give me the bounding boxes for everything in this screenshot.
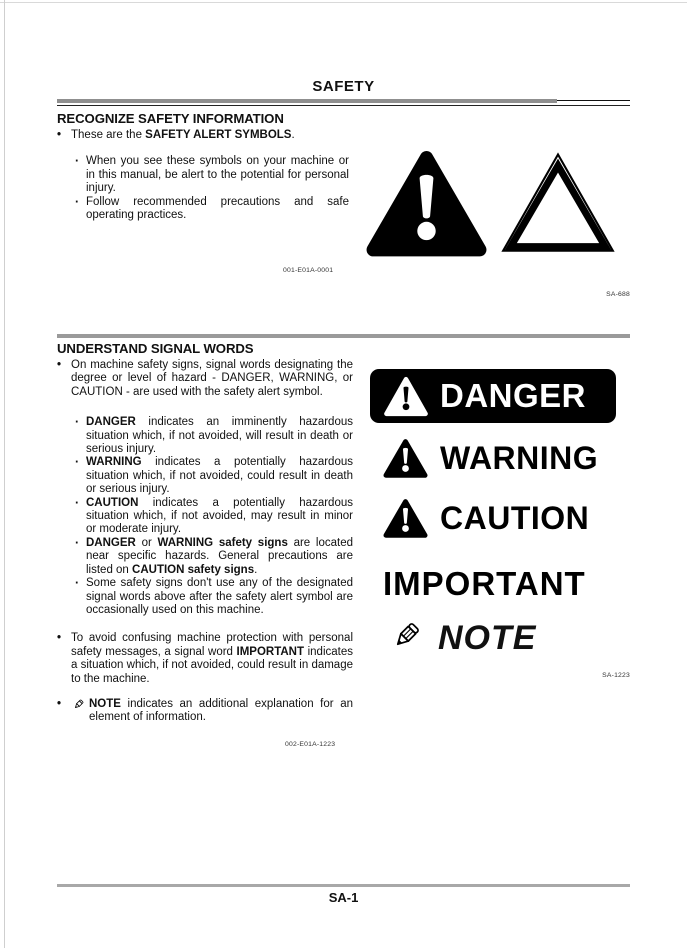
scan-artifact-top-line xyxy=(0,2,687,3)
list-item-text: WARNING indicates a potentially hazardous situation which, if not avoided, could result in death or serious injury. xyxy=(86,456,353,496)
caution-sign xyxy=(383,498,589,538)
list-item xyxy=(75,577,353,617)
danger-triangle-icon xyxy=(383,376,429,417)
warning-sign xyxy=(383,438,598,478)
header-rule-thin xyxy=(57,105,630,106)
scan-artifact-left-line xyxy=(4,0,5,948)
figure-code: 001-E01A-0001 xyxy=(283,267,334,274)
footer-rule xyxy=(57,884,630,887)
bullet-marker: · xyxy=(75,576,80,591)
bullet-text: On machine safety signs, signal words designating the degree or level of hazard - DANGER, WARNING, or CAUTION - are used with the safety alert symbol. xyxy=(71,359,353,398)
page-number: SA-1 xyxy=(328,890,359,905)
pencil-icon xyxy=(386,614,426,663)
pencil-icon xyxy=(71,697,86,712)
bullet-marker: • xyxy=(57,697,62,710)
bullet-marker: · xyxy=(75,194,80,209)
safety-alert-symbol-filled-icon xyxy=(363,148,490,262)
safety-alert-symbol-outline-icon xyxy=(495,151,621,261)
list-item-text: DANGER or WARNING safety signs are located near specific hazards. General precautions are listed on CAUTION safety signs. xyxy=(86,536,353,576)
bullet-item xyxy=(57,129,349,142)
bullet-marker: • xyxy=(57,632,62,645)
bullet-item-note xyxy=(57,698,353,725)
warning-label: WARNING xyxy=(440,439,599,476)
list-item xyxy=(75,497,353,537)
list-item-text: Follow recommended precautions and safe operating practices. xyxy=(86,195,349,222)
section-heading: UNDERSTAND SIGNAL WORDS xyxy=(57,341,254,356)
bullet-item xyxy=(57,359,353,399)
bullet-text: NOTE indicates an additional explanation for an element of information. xyxy=(89,697,353,724)
bullet-marker: • xyxy=(57,129,62,141)
list-item xyxy=(75,155,349,195)
list-item-text: CAUTION indicates a potentially hazardous situation which, if not avoided, may result in minor or moderate injury. xyxy=(86,496,353,536)
list-item-text: DANGER indicates an imminently hazardous situation which, if not avoided, will result in death or serious injury. xyxy=(86,416,353,456)
note-sign xyxy=(386,614,536,663)
figure-ref: SA-1223 xyxy=(602,672,630,679)
bullet-marker: · xyxy=(75,415,80,430)
header-rule-thick xyxy=(57,99,557,103)
list-item-text: Some safety signs don't use any of the designated signal words above after the safety alert symbol are occasionally used on this machine. xyxy=(86,577,353,616)
list-item-text: When you see these symbols on your machine or in this manual, be alert to the potential for personal injury. xyxy=(86,155,349,195)
list-item xyxy=(75,537,353,577)
bullet-marker: · xyxy=(75,154,80,169)
header-rule-right xyxy=(557,100,630,101)
caution-triangle-icon xyxy=(383,498,428,538)
list-item xyxy=(75,416,353,456)
danger-sign xyxy=(370,369,616,423)
important-sign: IMPORTANT xyxy=(383,565,586,602)
sub-bullet-list xyxy=(57,155,349,222)
bullet-text: These are the SAFETY ALERT SYMBOLS. xyxy=(71,129,295,141)
section-understand-signal-words xyxy=(57,341,353,725)
page-title: SAFETY xyxy=(312,78,375,95)
section-recognize-safety-information xyxy=(57,111,349,222)
caution-label: CAUTION xyxy=(440,499,590,536)
figure-ref: SA-688 xyxy=(606,291,630,298)
list-item xyxy=(75,196,349,223)
sub-bullet-list xyxy=(57,416,353,617)
bullet-text: To avoid confusing machine protection with personal safety messages, a signal word IMPORTANT indicates a situation which, if not avoided, could result in damage to the machine. xyxy=(71,632,353,685)
bullet-item-important xyxy=(57,632,353,686)
section-heading: RECOGNIZE SAFETY INFORMATION xyxy=(57,111,284,126)
bullet-marker: · xyxy=(75,495,80,510)
list-item xyxy=(75,456,353,496)
bullet-marker: · xyxy=(75,455,80,470)
note-label: NOTE xyxy=(438,619,537,657)
bullet-marker: · xyxy=(75,535,80,550)
danger-label: DANGER xyxy=(440,377,587,414)
bullet-marker: • xyxy=(57,359,62,371)
section-divider xyxy=(57,334,630,338)
figure-code: 002-E01A-1223 xyxy=(285,741,336,748)
warning-triangle-icon xyxy=(383,438,428,478)
